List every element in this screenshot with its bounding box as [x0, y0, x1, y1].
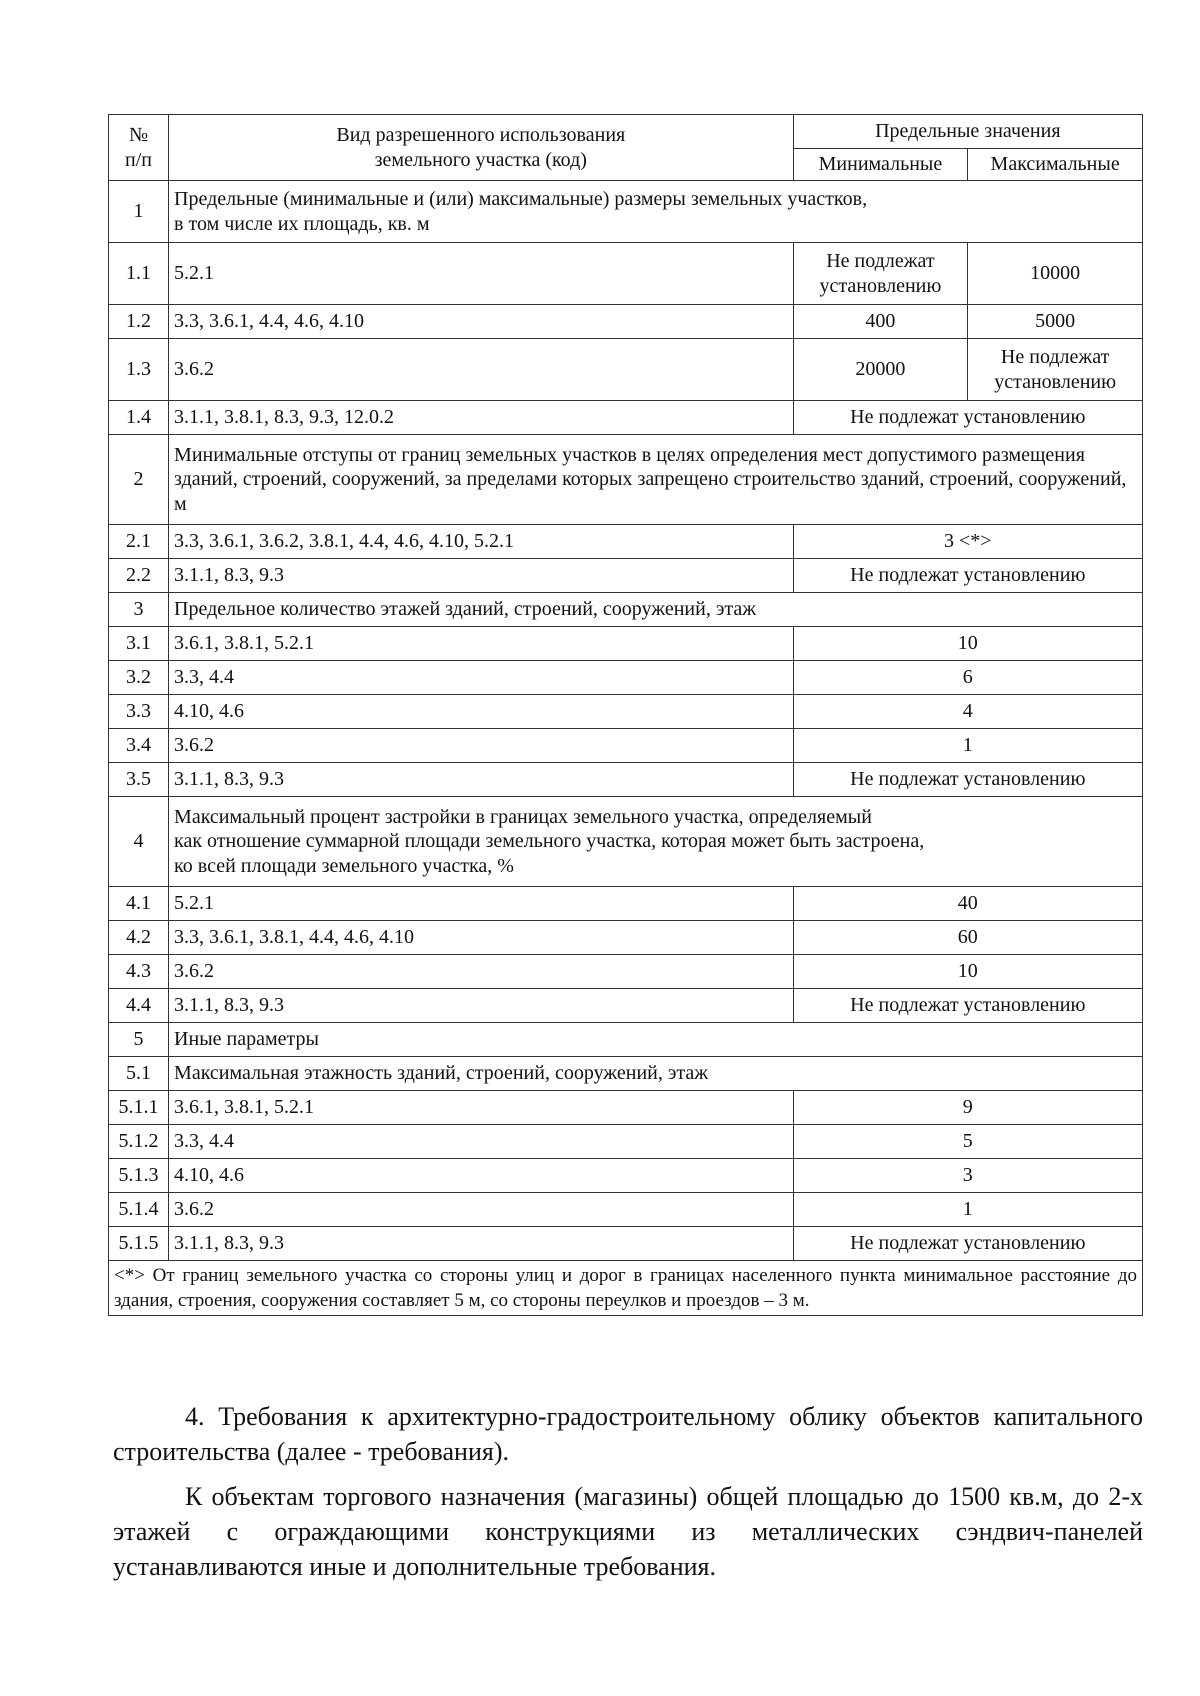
row-num: 1.4 [109, 401, 169, 435]
row-num: 4.2 [109, 921, 169, 955]
row-value: 10 [793, 627, 1142, 661]
row-num: 2.2 [109, 559, 169, 593]
section-row [109, 435, 1143, 525]
section-title: Предельные (минимальные и (или) максимальные) размеры земельных участков, в том числе их площадь, кв. м [169, 181, 1143, 243]
table-row [109, 729, 1143, 763]
row-num: 1.3 [109, 339, 169, 401]
row-value: Не подлежат установлению [793, 559, 1142, 593]
section-title: Максимальный процент застройки в границах земельного участка, определяемый как отношение суммарной площади земельного участка, которая может быть застроена, ко всей площади земельного участка, % [169, 797, 1143, 887]
section-title: Иные параметры [169, 1023, 1143, 1057]
row-num: 3.3 [109, 695, 169, 729]
table-row [109, 887, 1143, 921]
row-code: 5.2.1 [169, 243, 794, 305]
row-value: 3 <*> [793, 525, 1142, 559]
row-num: 5.1.5 [109, 1227, 169, 1261]
section-title: Максимальная этажность зданий, строений, сооружений, этаж [169, 1057, 1143, 1091]
table-row [109, 763, 1143, 797]
table-row [109, 243, 1143, 305]
row-value: Не подлежат установлению [793, 1227, 1142, 1261]
row-code: 4.10, 4.6 [169, 1159, 794, 1193]
row-min: 20000 [793, 339, 968, 401]
row-num: 2.1 [109, 525, 169, 559]
table-row [109, 305, 1143, 339]
row-value: 6 [793, 661, 1142, 695]
section-row [109, 797, 1143, 887]
row-num: 5.1.3 [109, 1159, 169, 1193]
row-code: 3.3, 4.4 [169, 1125, 794, 1159]
row-code: 4.10, 4.6 [169, 695, 794, 729]
table-row [109, 559, 1143, 593]
header-max: Максимальные [968, 149, 1143, 181]
row-code: 3.6.2 [169, 955, 794, 989]
row-code: 3.6.1, 3.8.1, 5.2.1 [169, 627, 794, 661]
row-num: 3.1 [109, 627, 169, 661]
table-row [109, 989, 1143, 1023]
table-row [109, 1125, 1143, 1159]
row-code: 3.1.1, 8.3, 9.3 [169, 1227, 794, 1261]
row-code: 3.3, 3.6.1, 4.4, 4.6, 4.10 [169, 305, 794, 339]
header-min: Минимальные [793, 149, 968, 181]
row-value: 1 [793, 729, 1142, 763]
row-code: 3.6.1, 3.8.1, 5.2.1 [169, 1091, 794, 1125]
table-row [109, 661, 1143, 695]
row-num: 3.5 [109, 763, 169, 797]
row-code: 3.6.2 [169, 339, 794, 401]
row-value: 10 [793, 955, 1142, 989]
row-num: 5.1.2 [109, 1125, 169, 1159]
row-code: 3.6.2 [169, 1193, 794, 1227]
row-code: 5.2.1 [169, 887, 794, 921]
row-num: 3.4 [109, 729, 169, 763]
header-row [109, 115, 1143, 149]
row-code: 3.1.1, 8.3, 9.3 [169, 763, 794, 797]
row-code: 3.1.1, 8.3, 9.3 [169, 559, 794, 593]
row-min: Не подлежат установлению [793, 243, 968, 305]
table-row [109, 627, 1143, 661]
footnote-row [109, 1261, 1143, 1316]
row-value: Не подлежат установлению [793, 989, 1142, 1023]
row-code: 3.1.1, 3.8.1, 8.3, 9.3, 12.0.2 [169, 401, 794, 435]
row-num: 5.1.1 [109, 1091, 169, 1125]
row-num: 1.2 [109, 305, 169, 339]
table-row [109, 1193, 1143, 1227]
parameters-table [108, 114, 1143, 1316]
table-row [109, 339, 1143, 401]
row-num: 5.1.4 [109, 1193, 169, 1227]
row-value: Не подлежат установлению [793, 401, 1142, 435]
section-row [109, 1057, 1143, 1091]
row-value: 5 [793, 1125, 1142, 1159]
row-code: 3.1.1, 8.3, 9.3 [169, 989, 794, 1023]
row-code: 3.3, 3.6.1, 3.6.2, 3.8.1, 4.4, 4.6, 4.10, 5.2.1 [169, 525, 794, 559]
row-value: 3 [793, 1159, 1142, 1193]
section-title: Предельное количество этажей зданий, строений, сооружений, этаж [169, 593, 1143, 627]
paragraph-requirements: 4. Требования к архитектурно-градостроительному облику объектов капитального строительства (далее - требования). [113, 1402, 1143, 1466]
row-num: 5 [109, 1023, 169, 1057]
row-num: 2 [109, 435, 169, 525]
row-code: 3.3, 3.6.1, 3.8.1, 4.4, 4.6, 4.10 [169, 921, 794, 955]
section-row [109, 181, 1143, 243]
table-footnote: <*> От границ земельного участка со стороны улиц и дорог в границах населенного пункта минимальное расстояние до здания, строения, сооружения составляет 5 м, со стороны переулков и проездов – 3 м. [109, 1261, 1143, 1316]
header-limits: Предельные значения [793, 115, 1142, 149]
header-type: Вид разрешенного использования земельного участка (код) [169, 115, 794, 181]
row-num: 4.3 [109, 955, 169, 989]
section-row [109, 593, 1143, 627]
table-row [109, 401, 1143, 435]
row-max: 5000 [968, 305, 1143, 339]
row-value: 60 [793, 921, 1142, 955]
table-row [109, 921, 1143, 955]
row-num: 3 [109, 593, 169, 627]
paragraph-retail: К объектам торгового назначения (магазины) общей площадью до 1500 кв.м, до 2-х этажей с ограждающими конструкциями из металлических сэндвич-панелей устанавливаются иные и дополнительные требования. [113, 1482, 1143, 1581]
row-num: 5.1 [109, 1057, 169, 1091]
row-num: 3.2 [109, 661, 169, 695]
row-max: 10000 [968, 243, 1143, 305]
table-row [109, 955, 1143, 989]
table-row [109, 1227, 1143, 1261]
section-row [109, 1023, 1143, 1057]
table-row [109, 525, 1143, 559]
row-num: 4.4 [109, 989, 169, 1023]
row-value: 4 [793, 695, 1142, 729]
row-code: 3.6.2 [169, 729, 794, 763]
row-min: 400 [793, 305, 968, 339]
row-value: 40 [793, 887, 1142, 921]
section-title: Минимальные отступы от границ земельных участков в целях определения мест допустимого размещения зданий, строений, сооружений, за пределами которых запрещено строительство зданий, строений, сооружений, м [169, 435, 1143, 525]
row-num: 4.1 [109, 887, 169, 921]
row-value: 1 [793, 1193, 1142, 1227]
row-max: Не подлежат установлению [968, 339, 1143, 401]
row-value: 9 [793, 1091, 1142, 1125]
table-row [109, 1159, 1143, 1193]
row-num: 1.1 [109, 243, 169, 305]
row-num: 1 [109, 181, 169, 243]
row-value: Не подлежат установлению [793, 763, 1142, 797]
row-code: 3.3, 4.4 [169, 661, 794, 695]
row-num: 4 [109, 797, 169, 887]
header-num: № п/п [109, 115, 169, 181]
table-row [109, 1091, 1143, 1125]
table-row [109, 695, 1143, 729]
